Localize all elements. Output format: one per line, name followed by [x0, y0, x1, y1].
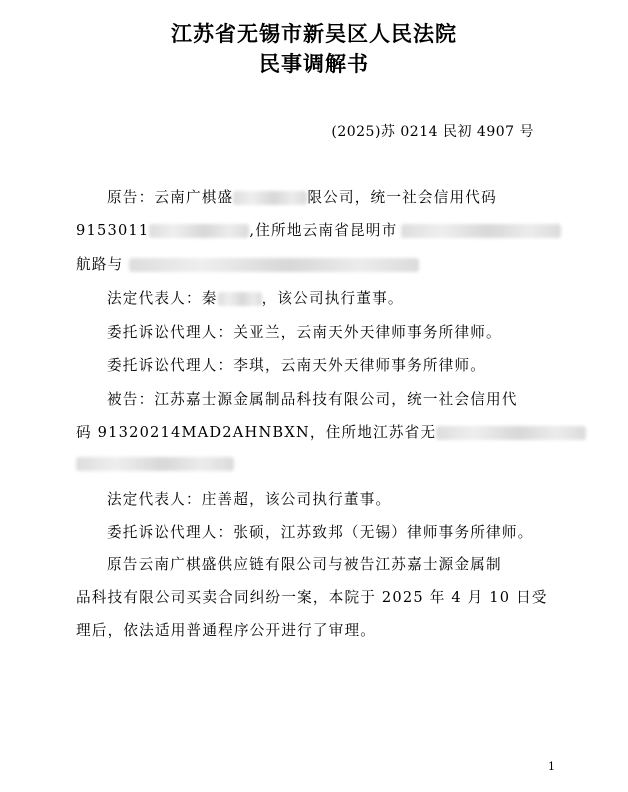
plaintiff-line-1	[0, 186, 628, 207]
plaintiff-address-cont: 航路与	[76, 256, 124, 273]
plaintiff-name-prefix: 原告：云南广棋盛	[107, 189, 234, 206]
redacted-text	[129, 258, 419, 272]
body-line-2: 品科技有限公司买卖合同纠纷一案，本院于 2025 年 4 月 10 日受	[76, 589, 548, 606]
page-number: 1	[548, 760, 555, 773]
redacted-text	[149, 224, 249, 238]
redacted-text	[76, 457, 234, 471]
plaintiff-agent-2: 委托诉讼代理人：李琪，云南天外天律师事务所律师。	[107, 357, 487, 374]
plaintiff-rep-suffix: ，该公司执行董事。	[261, 290, 404, 307]
defendant-line-2	[0, 421, 628, 442]
plaintiff-representative	[0, 287, 628, 308]
defendant-representative: 法定代表人：庄善超，该公司执行董事。	[107, 491, 392, 508]
document-type-heading: 民事调解书	[259, 52, 369, 76]
plaintiff-name-suffix: 限公司，统一社会信用代码	[307, 189, 497, 206]
defendant-line-3	[0, 455, 628, 472]
defendant-code-address: 码 91320214MAD2AHNBXN，住所地江苏省无	[76, 424, 437, 441]
body-line-3: 理后，依法适用普通程序公开进行了审理。	[76, 622, 377, 639]
plaintiff-rep-prefix: 法定代表人：秦	[107, 290, 218, 307]
body-line-1: 原告云南广棋盛供应链有限公司与被告江苏嘉士源金属制	[107, 556, 502, 573]
plaintiff-address-prefix: ,住所地云南省昆明市	[249, 222, 398, 239]
plaintiff-line-3	[0, 253, 628, 274]
defendant-agent: 委托诉讼代理人：张硕，江苏致邦（无锡）律师事务所律师。	[107, 524, 534, 541]
redacted-text	[436, 426, 586, 440]
plaintiff-line-2	[0, 219, 628, 240]
redacted-text	[233, 191, 307, 205]
case-number: (2025)苏 0214 民初 4907 号	[331, 124, 534, 140]
redacted-text	[401, 224, 561, 238]
plaintiff-credit-code-prefix: 9153011	[76, 222, 150, 239]
defendant-line-1: 被告：江苏嘉士源金属制品科技有限公司，统一社会信用代	[107, 391, 518, 408]
redacted-text	[218, 292, 262, 306]
court-name-heading: 江苏省无锡市新吴区人民法院	[171, 22, 457, 46]
plaintiff-agent-1: 委托诉讼代理人：关亚兰，云南天外天律师事务所律师。	[107, 324, 502, 341]
